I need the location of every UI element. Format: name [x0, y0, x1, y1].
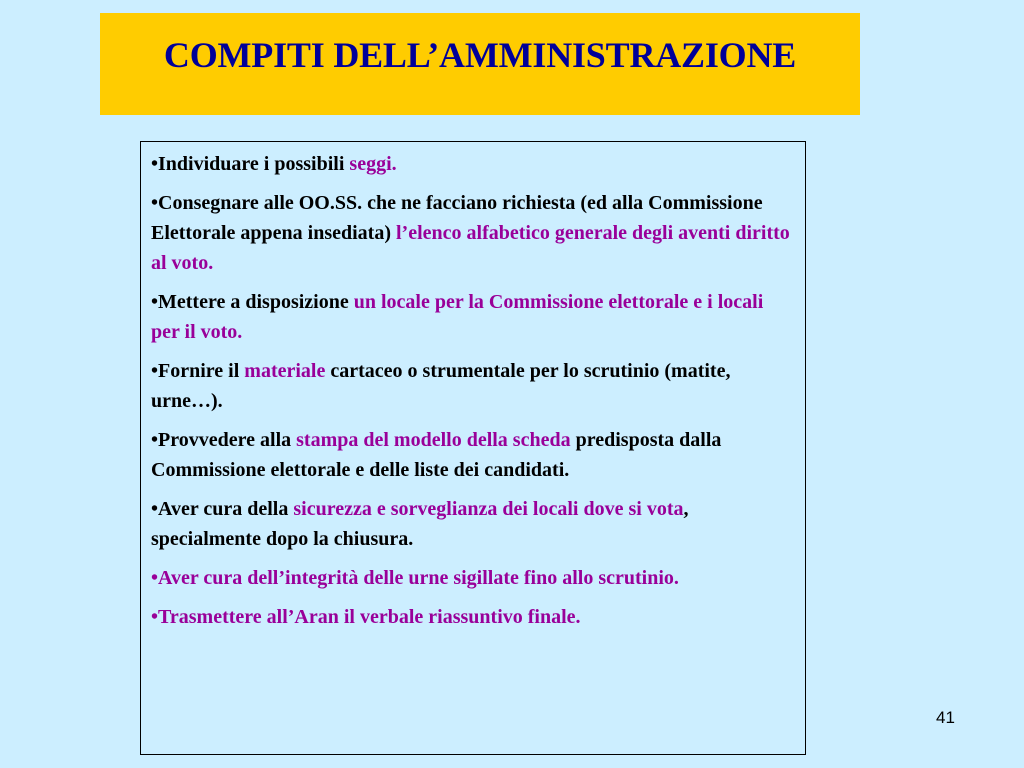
bullet-marker: •	[151, 606, 159, 628]
bullet-marker: •	[151, 360, 159, 382]
bullet-item	[151, 494, 795, 554]
bullet-item	[151, 287, 795, 347]
bullet-highlight: l’elenco alfabetico generale degli aventi diritto al voto.	[151, 222, 790, 274]
bullet-text: , specialmente dopo la chiusura.	[151, 498, 689, 550]
bullet-item	[151, 425, 795, 485]
bullet-text: Aver cura della	[158, 498, 294, 520]
bullet-text: predisposta dalla Commissione elettorale e delle liste dei candidati.	[151, 429, 722, 481]
bullet-highlight: un locale per la Commissione elettorale e i locali per il voto.	[151, 291, 764, 343]
content-box	[140, 141, 806, 755]
bullet-text: cartaceo o strumentale per lo scrutinio (matite, urne…).	[151, 360, 731, 412]
bullet-highlight: sicurezza e sorveglianza dei locali dove si vota	[293, 498, 684, 520]
bullet-text: Provvedere alla	[158, 429, 297, 451]
bullet-highlight: seggi.	[349, 153, 397, 175]
bullet-item	[151, 563, 795, 593]
bullet-marker: •	[151, 192, 159, 214]
slide-title: COMPITI DELL’AMMINISTRAZIONE	[163, 35, 797, 75]
title-banner	[100, 13, 860, 115]
bullet-item	[151, 602, 795, 632]
bullet-text: Individuare i possibili	[158, 153, 350, 175]
bullet-item	[151, 149, 795, 179]
bullet-highlight: Aver cura dell’integrità delle urne sigillate fino allo scrutinio.	[158, 567, 679, 589]
bullet-text: Fornire il	[158, 360, 245, 382]
bullet-highlight: stampa del modello della scheda	[296, 429, 571, 451]
bullet-marker: •	[151, 153, 159, 175]
bullet-marker: •	[151, 567, 159, 589]
bullet-highlight: Trasmettere all’Aran il verbale riassuntivo finale.	[158, 606, 581, 628]
bullet-marker: •	[151, 498, 159, 520]
bullet-marker: •	[151, 429, 159, 451]
bullet-item	[151, 356, 795, 416]
bullet-highlight: materiale	[244, 360, 326, 382]
bullet-text: Mettere a disposizione	[158, 291, 354, 313]
page-number: 41	[936, 708, 955, 727]
bullet-item	[151, 188, 795, 278]
bullet-text: Consegnare alle OO.SS. che ne facciano richiesta (ed alla Commissione Elettorale appena insediata)	[151, 192, 763, 244]
bullet-marker: •	[151, 291, 159, 313]
